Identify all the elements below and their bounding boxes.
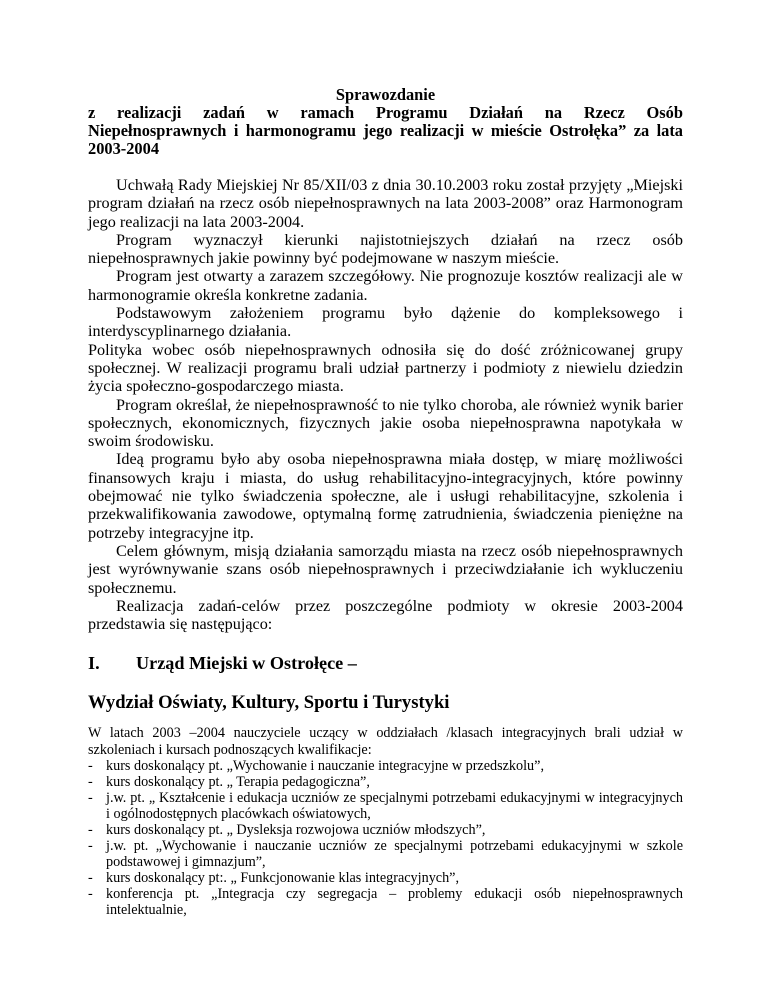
list-dash: - bbox=[88, 789, 93, 806]
list-dash: - bbox=[88, 886, 93, 903]
subsection-heading: Wydział Oświaty, Kultury, Sportu i Turystyki bbox=[88, 692, 450, 714]
list-item bbox=[88, 758, 683, 774]
report-title bbox=[88, 86, 683, 158]
list-dash: - bbox=[88, 821, 93, 838]
paragraph: Ideą programu było aby osoba niepełnosprawna miała dostęp, w miarę możliwości finansowych kraju i miasta, do usług rehabilitacyjno-integracyjnych, które powinny obejmować nie tylko świadczenia społeczne, ale i usługi rehabilitacyjne, szkolenia i przekwalifikowania zawodowe, optymalną formę zatrudnienia, świadczenia pieniężne na potrzeby integracyjne itp. bbox=[88, 450, 683, 542]
training-section bbox=[88, 725, 683, 918]
list-item-text: kurs doskonalący pt. „ Dysleksja rozwojowa uczniów młodszych”, bbox=[106, 821, 486, 838]
title-line-2: z realizacji zadań w ramach Programu Działań na Rzecz Osób bbox=[88, 103, 683, 122]
list-item bbox=[88, 886, 683, 918]
list-dash: - bbox=[88, 870, 93, 887]
training-intro: W latach 2003 –2004 nauczyciele uczący w oddziałach /klasach integracyjnych brali udział w szkoleniach i kursach podnoszących kwalifikacje: bbox=[88, 725, 683, 758]
list-item bbox=[88, 870, 683, 886]
section-heading bbox=[88, 653, 683, 674]
list-item-text: j.w. pt. „Wychowanie i nauczanie uczniów ze specjalnymi potrzebami edukacyjnymi w szkole podstawowej i gimnazjum”, bbox=[106, 838, 683, 871]
training-list bbox=[88, 758, 683, 919]
list-item-text: konferencja pt. „Integracja czy segregacja – problemy edukacji osób niepełnosprawnych intelektualnie, bbox=[106, 886, 683, 919]
list-dash: - bbox=[88, 838, 93, 855]
list-dash: - bbox=[88, 757, 93, 774]
list-item-text: j.w. pt. „ Kształcenie i edukacja uczniów ze specjalnymi potrzebami edukacyjnymi w integracyjnych i ogólnodostępnych placówkach oświatowych, bbox=[106, 789, 683, 822]
paragraph: Polityka wobec osób niepełnosprawnych odnosiła się do dość zróżnicowanej grupy społecznej. W realizacji programu brali udział partnerzy i podmioty z niewielu dziedzin życia społeczno-gospodarczego miasta. bbox=[88, 340, 683, 396]
title-line-4: 2003-2004 bbox=[88, 139, 160, 158]
body-paragraphs bbox=[88, 176, 683, 633]
paragraph: Program jest otwarty a zarazem szczegółowy. Nie prognozuje kosztów realizacji ale w harmonogramie określa konkretne zadania. bbox=[88, 267, 683, 304]
list-item-text: kurs doskonalący pt. „Wychowanie i nauczanie integracyjne w przedszkolu”, bbox=[106, 757, 544, 774]
paragraph: Program wyznaczył kierunki najistotniejszych działań na rzecz osób niepełnosprawnych jakie powinny być podejmowane w naszym mieście. bbox=[88, 230, 683, 268]
paragraph: Realizacja zadań-celów przez poszczególne podmioty w okresie 2003-2004 przedstawia się następująco: bbox=[88, 596, 683, 634]
list-item bbox=[88, 838, 683, 870]
list-dash: - bbox=[88, 773, 93, 790]
section-number: I. bbox=[88, 653, 100, 674]
list-item-text: kurs doskonalący pt:. „ Funkcjonowanie klas integracyjnych”, bbox=[106, 870, 460, 887]
list-item bbox=[88, 774, 683, 790]
section-title: Urząd Miejski w Ostrołęce – bbox=[136, 653, 357, 674]
paragraph: Celem głównym, misją działania samorządu miasta na rzecz osób niepełnosprawnych jest wyrównywanie szans osób niepełnosprawnych i przeciwdziałanie ich wykluczeniu społecznemu. bbox=[88, 541, 683, 597]
title-line-1: Sprawozdanie bbox=[335, 85, 436, 104]
title-line-3: Niepełnosprawnych i harmonogramu jego realizacji w mieście Ostrołęka” za lata bbox=[88, 121, 683, 140]
list-item-text: kurs doskonalący pt. „ Terapia pedagogiczna”, bbox=[106, 773, 370, 790]
paragraph: Podstawowym założeniem programu było dążenie do kompleksowego i interdyscyplinarnego działania. bbox=[88, 304, 683, 341]
paragraph: Uchwałą Rady Miejskiej Nr 85/XII/03 z dnia 30.10.2003 roku został przyjęty „Miejski program działań na rzecz osób niepełnosprawnych na lata 2003-2008” oraz Harmonogram jego realizacji na lata 2003-2004. bbox=[88, 176, 683, 231]
document-content bbox=[88, 86, 683, 919]
paragraph: Program określał, że niepełnosprawność to nie tylko choroba, ale również wynik barier społecznych, ekonomicznych, fizycznych jakie osoba niepełnosprawna napotykała w swoim środowisku. bbox=[88, 395, 683, 451]
list-item bbox=[88, 822, 683, 838]
list-item bbox=[88, 790, 683, 822]
